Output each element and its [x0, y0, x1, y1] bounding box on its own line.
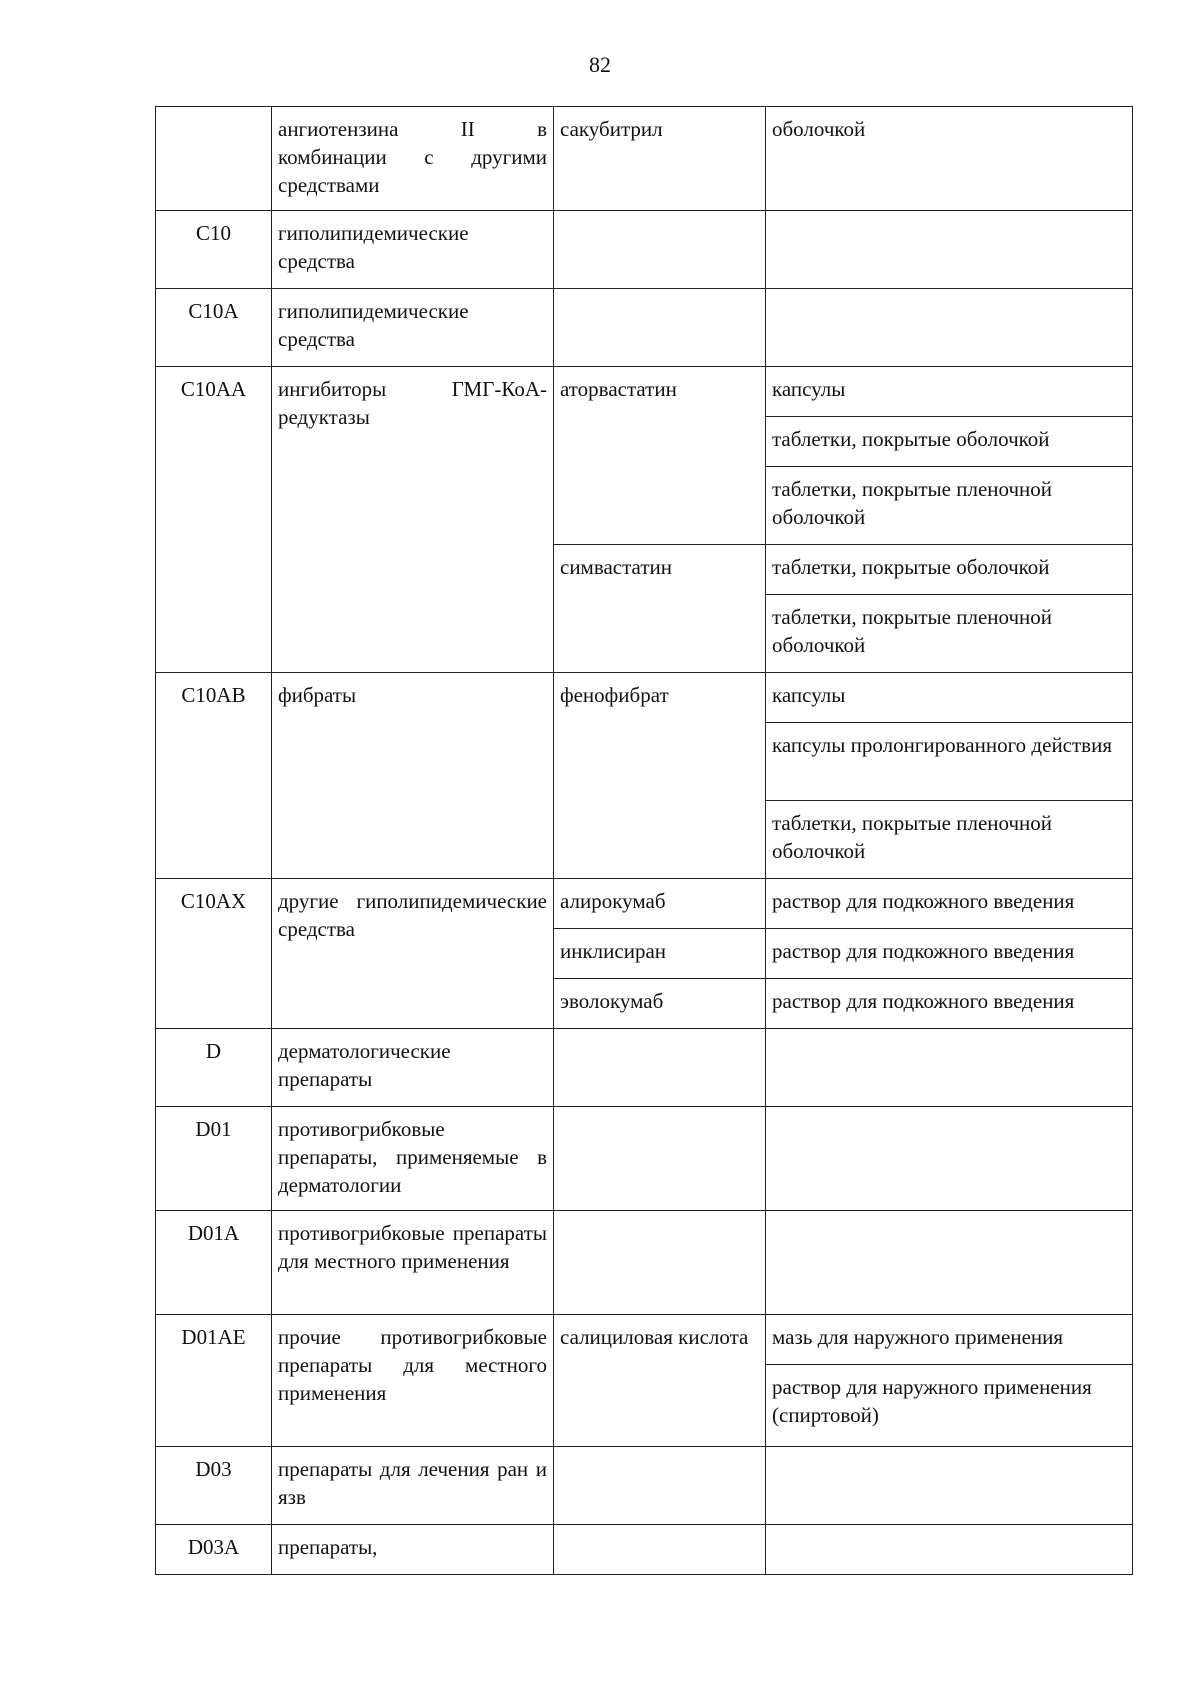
table-row	[156, 1029, 1133, 1107]
atc-code-cell: C10A	[156, 289, 272, 367]
table-row	[156, 879, 1133, 929]
dosage-form-cell: капсулы	[766, 673, 1133, 723]
table-row	[156, 289, 1133, 367]
group-name-rest: редуктазы	[278, 405, 370, 429]
group-name-cell: гиполипидемические средства	[272, 289, 554, 367]
group-name-cell	[272, 367, 554, 673]
group-name-cell: препараты,	[272, 1525, 554, 1575]
drug-name-cell: сакубитрил	[554, 107, 766, 211]
group-name-cell: прочие противогрибковые препараты для местного применения	[272, 1315, 554, 1447]
table-row	[156, 1107, 1133, 1211]
dosage-form-cell	[766, 1525, 1133, 1575]
dosage-form-cell	[766, 1211, 1133, 1315]
drug-name-cell	[554, 1029, 766, 1107]
dosage-form-cell	[766, 289, 1133, 367]
group-name-line: ингибиторы ГМГ-КоА-	[278, 377, 547, 401]
drug-name-cell	[554, 1107, 766, 1211]
group-name-cell: гиполипидемические средства	[272, 211, 554, 289]
group-name-cell: препараты для лечения ран и язв	[272, 1447, 554, 1525]
atc-code-cell: C10	[156, 211, 272, 289]
dosage-form-cell: таблетки, покрытые оболочкой	[766, 417, 1133, 467]
atc-code-cell: D	[156, 1029, 272, 1107]
atc-code-cell: D01	[156, 1107, 272, 1211]
drug-name-cell: фенофибрат	[554, 673, 766, 879]
atc-code-cell: D01AE	[156, 1315, 272, 1447]
group-name-cell: фибраты	[272, 673, 554, 879]
atc-code-cell: D03	[156, 1447, 272, 1525]
drug-name-cell: эволокумаб	[554, 979, 766, 1029]
group-name-cell: дерматологические препараты	[272, 1029, 554, 1107]
drug-name-cell: инклисиран	[554, 929, 766, 979]
dosage-form-cell: раствор для подкожного введения	[766, 979, 1133, 1029]
atc-drug-table	[155, 106, 1133, 1575]
dosage-form-cell: раствор для наружного применения (спиртовой)	[766, 1365, 1133, 1447]
dosage-form-cell: таблетки, покрытые оболочкой	[766, 545, 1133, 595]
atc-code-cell: C10AX	[156, 879, 272, 1029]
table-row	[156, 211, 1133, 289]
dosage-form-cell: таблетки, покрытые пленочной оболочкой	[766, 595, 1133, 673]
dosage-form-cell: капсулы пролонгированного действия	[766, 723, 1133, 801]
dosage-form-cell	[766, 211, 1133, 289]
table-row	[156, 1525, 1133, 1575]
atc-code-cell	[156, 107, 272, 211]
page-number: 82	[589, 52, 611, 77]
dosage-form-cell	[766, 1107, 1133, 1211]
atc-code-cell: D03A	[156, 1525, 272, 1575]
atc-code-cell: D01A	[156, 1211, 272, 1315]
table-row	[156, 673, 1133, 723]
drug-name-cell	[554, 211, 766, 289]
drug-name-cell: симвастатин	[554, 545, 766, 673]
dosage-form-cell	[766, 1447, 1133, 1525]
dosage-form-cell: мазь для наружного применения	[766, 1315, 1133, 1365]
dosage-form-cell	[766, 1029, 1133, 1107]
dosage-form-cell: таблетки, покрытые пленочной оболочкой	[766, 467, 1133, 545]
dosage-form-cell: оболочкой	[766, 107, 1133, 211]
group-name-line: ангиотензина II в	[278, 117, 547, 141]
drug-name-cell	[554, 289, 766, 367]
dosage-form-cell: капсулы	[766, 367, 1133, 417]
group-name-cell	[272, 107, 554, 211]
drug-name-cell	[554, 1447, 766, 1525]
table-row	[156, 107, 1133, 211]
drug-name-cell	[554, 1525, 766, 1575]
group-name-rest: комбинации с другими средствами	[278, 145, 547, 197]
group-name-cell: другие гиполипидемические средства	[272, 879, 554, 1029]
group-name-cell: противогрибковые препараты для местного применения	[272, 1211, 554, 1315]
drug-name-cell: алирокумаб	[554, 879, 766, 929]
table-row	[156, 1211, 1133, 1315]
dosage-form-cell: таблетки, покрытые пленочной оболочкой	[766, 801, 1133, 879]
drug-name-cell: салициловая кислота	[554, 1315, 766, 1447]
dosage-form-cell: раствор для подкожного введения	[766, 879, 1133, 929]
atc-code-cell: C10AB	[156, 673, 272, 879]
dosage-form-cell: раствор для подкожного введения	[766, 929, 1133, 979]
table-row	[156, 1315, 1133, 1365]
drug-name-cell	[554, 1211, 766, 1315]
table-row	[156, 367, 1133, 417]
atc-code-cell: C10AA	[156, 367, 272, 673]
group-name-cell: противогрибковые препараты, применяемые в дерматологии	[272, 1107, 554, 1211]
drug-name-cell: аторвастатин	[554, 367, 766, 545]
table-row	[156, 1447, 1133, 1525]
